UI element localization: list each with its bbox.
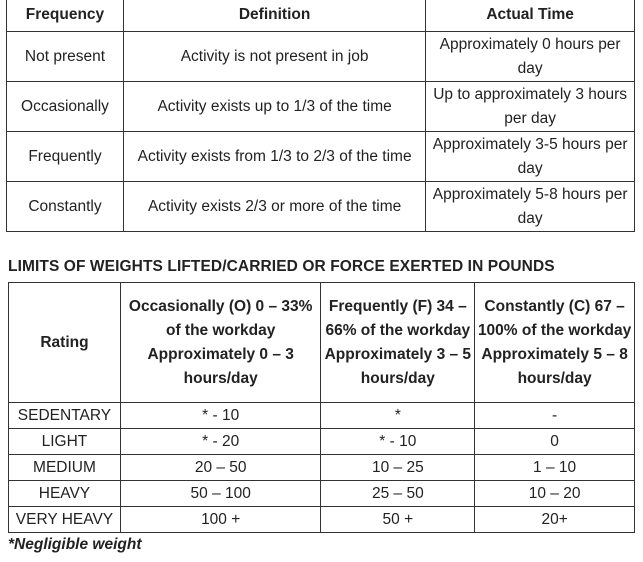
rating-cell: VERY HEAVY (9, 507, 121, 533)
table-row (9, 455, 635, 481)
constantly-cell: 10 – 20 (475, 481, 635, 507)
rating-cell: HEAVY (9, 481, 121, 507)
rating-cell: LIGHT (9, 429, 121, 455)
definition-cell: Activity is not present in job (123, 32, 425, 82)
table-row (9, 481, 635, 507)
occasionally-cell: * - 20 (120, 429, 321, 455)
frequency-cell: Occasionally (7, 82, 124, 132)
rating-cell: MEDIUM (9, 455, 121, 481)
frequency-cell: Frequently (7, 132, 124, 182)
frequently-cell: 10 – 25 (321, 455, 475, 481)
occasionally-cell: 20 – 50 (120, 455, 321, 481)
constantly-cell: 1 – 10 (475, 455, 635, 481)
occasionally-cell: * - 10 (120, 403, 321, 429)
table-row (7, 182, 635, 232)
header-frequency: Frequency (7, 0, 124, 32)
table-header-row (7, 0, 635, 32)
header-actual-time: Actual Time (426, 0, 635, 32)
table-row (9, 403, 635, 429)
frequency-cell: Not present (7, 32, 124, 82)
constantly-cell: 20+ (475, 507, 635, 533)
frequency-table (6, 0, 635, 232)
header-constantly: Constantly (C) 67 – 100% of the workday Approximately 5 – 8 hours/day (475, 283, 635, 403)
definition-cell: Activity exists 2/3 or more of the time (123, 182, 425, 232)
constantly-cell: - (475, 403, 635, 429)
header-definition: Definition (123, 0, 425, 32)
frequency-cell: Constantly (7, 182, 124, 232)
table-row (9, 507, 635, 533)
table-row (9, 429, 635, 455)
actual-time-cell: Up to approximately 3 hours per day (426, 82, 635, 132)
frequently-cell: * - 10 (321, 429, 475, 455)
header-rating: Rating (9, 283, 121, 403)
limits-section-title: LIMITS OF WEIGHTS LIFTED/CARRIED OR FORCE EXERTED IN POUNDS (8, 258, 555, 275)
frequently-cell: * (321, 403, 475, 429)
footnote: *Negligible weight (8, 536, 142, 553)
rating-cell: SEDENTARY (9, 403, 121, 429)
actual-time-cell: Approximately 5-8 hours per day (426, 182, 635, 232)
definition-cell: Activity exists up to 1/3 of the time (123, 82, 425, 132)
table-row (7, 82, 635, 132)
frequently-cell: 50 + (321, 507, 475, 533)
constantly-cell: 0 (475, 429, 635, 455)
header-occasionally: Occasionally (O) 0 – 33% of the workday Approximately 0 – 3 hours/day (120, 283, 321, 403)
occasionally-cell: 100 + (120, 507, 321, 533)
occasionally-cell: 50 – 100 (120, 481, 321, 507)
limits-table (8, 282, 635, 533)
header-frequently: Frequently (F) 34 – 66% of the workday Approximately 3 – 5 hours/day (321, 283, 475, 403)
table-row (7, 32, 635, 82)
actual-time-cell: Approximately 0 hours per day (426, 32, 635, 82)
actual-time-cell: Approximately 3-5 hours per day (426, 132, 635, 182)
table-row (7, 132, 635, 182)
table-header-row (9, 283, 635, 403)
definition-cell: Activity exists from 1/3 to 2/3 of the time (123, 132, 425, 182)
frequently-cell: 25 – 50 (321, 481, 475, 507)
